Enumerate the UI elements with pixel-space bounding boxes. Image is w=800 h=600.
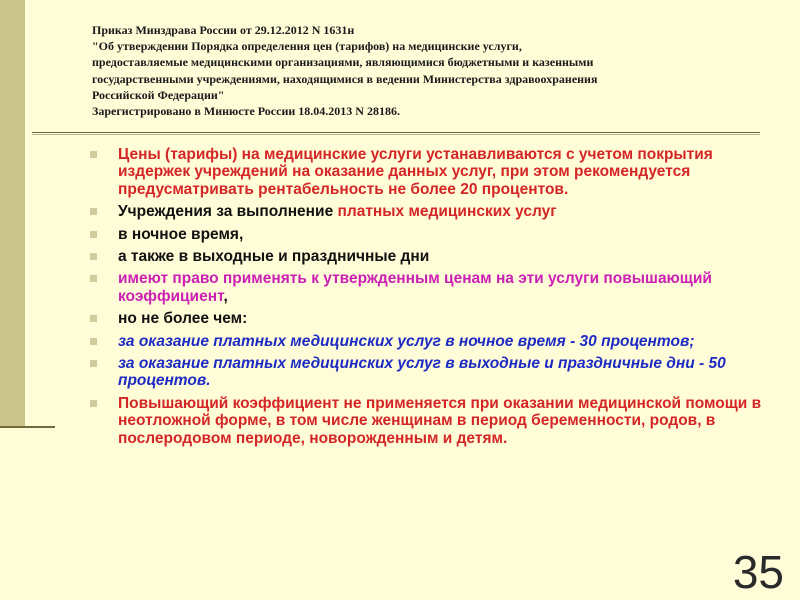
bullet-marker-icon — [90, 208, 97, 215]
header-divider — [32, 132, 760, 133]
bullet-text-segment: платных медицинских услуг — [337, 203, 557, 221]
bullet-text-segment: а также в выходные и праздничные дни — [118, 248, 430, 266]
bullet-item — [90, 146, 770, 198]
header-line: Зарегистрировано в Минюсте России 18.04.2013 N 28186. — [92, 104, 400, 119]
bullet-item — [90, 248, 770, 265]
header-line: Приказ Минздрава России от 29.12.2012 N 1631н — [92, 23, 355, 37]
slide-number: 35 — [732, 546, 784, 598]
bullet-item — [90, 333, 770, 350]
left-decor-bar — [0, 0, 25, 428]
bullet-marker-icon — [90, 315, 97, 322]
bullet-marker-icon — [90, 231, 97, 238]
bullet-text-segment: за оказание платных медицинских услуг в ночное время - 30 процентов; — [118, 332, 695, 350]
bullet-text-segment: но не более чем: — [118, 310, 248, 328]
header-line: "Об утверждении Порядка определения цен (тарифов) на медицинские услуги, — [92, 39, 522, 54]
bullet-item — [90, 270, 770, 305]
bullet-item — [90, 310, 770, 327]
bullet-marker-icon — [90, 360, 97, 367]
bullet-marker-icon — [90, 253, 97, 260]
bullet-text-segment: Цены (тарифы) на медицинские услуги устанавливаются с учетом покрытия издержек учреждений на оказание данных услуг, при этом рекомендуется предусматривать рентабельность не более 20 процентов. — [118, 146, 713, 198]
bullet-marker-icon — [90, 275, 97, 282]
bullet-item — [90, 395, 770, 447]
bullet-text-segment: за оказание платных медицинских услуг в выходные и праздничные дни - 50 процентов. — [118, 355, 726, 390]
bullet-marker-icon — [90, 400, 97, 407]
bullet-item — [90, 203, 770, 220]
bullet-text-segment: имеют право применять к утвержденным ценам на эти услуги повышающий коэффициент — [118, 270, 712, 305]
bullet-marker-icon — [90, 151, 97, 158]
bullet-text-segment: , — [223, 287, 228, 305]
bullet-text-segment: Повышающий коэффициент не применяется при оказании медицинской помощи в неотложной форме, в том числе женщинам в период беременности, родов, в послеродовом периоде, новорожденным и детям. — [118, 394, 762, 447]
bullet-text-segment: Учреждения за выполнение — [118, 203, 338, 221]
header-divider-shadow — [32, 134, 760, 135]
bullet-list — [90, 146, 770, 452]
header-line: Российской Федерации" — [92, 87, 225, 102]
header-line: государственными учреждениями, находящимися в ведении Министерства здравоохранения — [92, 71, 598, 86]
bullet-item — [90, 355, 770, 390]
bullet-item — [90, 226, 770, 243]
bullet-text-segment: в ночное время, — [118, 225, 244, 243]
slide-header — [92, 22, 782, 119]
bullet-marker-icon — [90, 338, 97, 345]
header-line: предоставляемые медицинскими организациями, являющимися бюджетными и казенными — [92, 55, 594, 70]
left-decor-line — [0, 426, 55, 428]
